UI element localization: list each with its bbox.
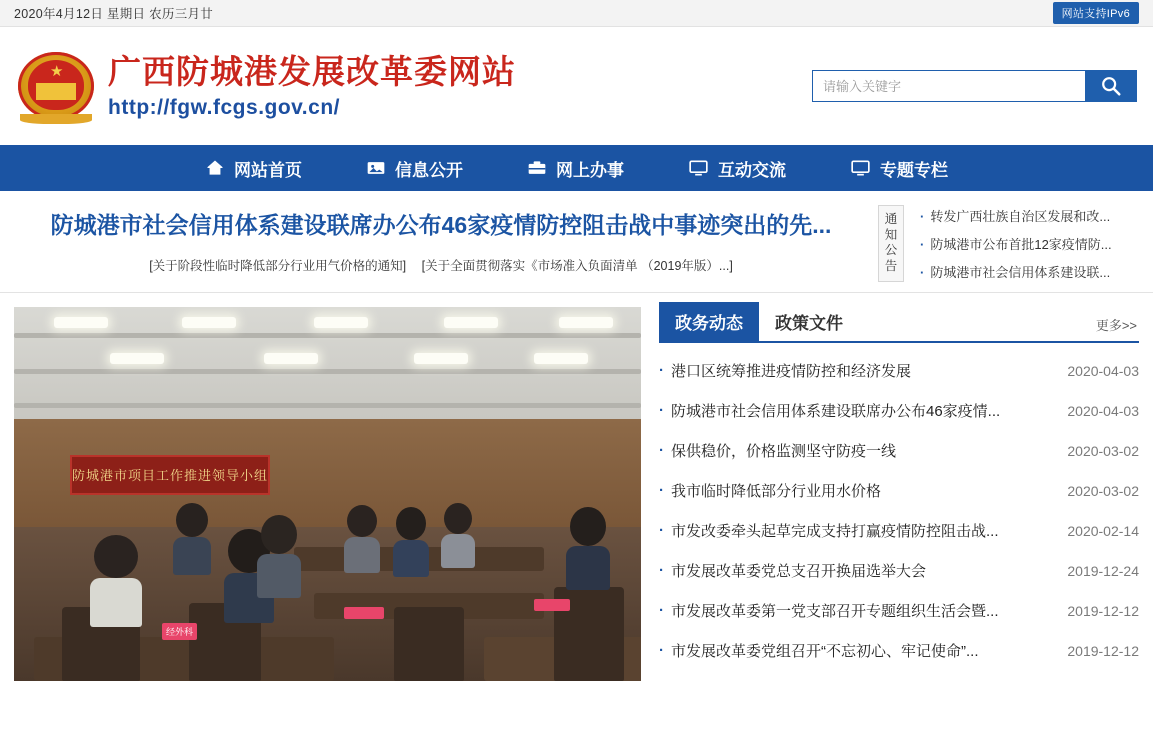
news-title: 市发展改革委第一党支部召开专题组织生活会暨...: [671, 603, 999, 620]
photo-ceiling-light: [534, 353, 588, 364]
news-date: 2020-03-02: [1067, 442, 1139, 459]
photo-person-body: [566, 546, 609, 590]
news-more-link[interactable]: 更多>>: [1095, 317, 1137, 333]
nav-item-label: 专题专栏: [880, 160, 948, 180]
photo-person-body: [344, 537, 380, 573]
photo-person: [261, 515, 297, 591]
news-title: 我市临时降低部分行业用水价格: [671, 483, 882, 500]
current-date-text: 2020年4月12日 星期日 农历三月廿: [14, 7, 214, 21]
news-title: 市发展改革委党组召开“不忘初心、牢记使命”...: [671, 643, 979, 660]
news-title: 防城港市社会信用体系建设联席办公布46家疫情...: [671, 403, 1001, 420]
photo-ceiling-line: [14, 333, 641, 338]
photo-person-head: [261, 515, 297, 555]
home-icon: [205, 158, 225, 178]
news-title: 保供稳价，价格监测坚守防疫一线: [671, 443, 897, 460]
nav-item-label: 互动交流: [718, 160, 786, 180]
nav-item-special-column[interactable]: [818, 145, 980, 191]
photo-ceiling-light: [54, 317, 108, 328]
photo-person-head: [570, 507, 606, 547]
list-item[interactable]: [659, 431, 1139, 471]
list-item[interactable]: [659, 591, 1139, 631]
photo-ceiling-light: [264, 353, 318, 364]
main-navigation: [0, 145, 1153, 191]
headline-band: [0, 191, 1153, 293]
photo-name-tag: 经外科: [162, 623, 197, 640]
bullet-icon: ·: [659, 442, 664, 459]
briefcase-icon: [527, 158, 547, 178]
news-title: 港口区统筹推进疫情防控和经济发展: [671, 363, 912, 380]
window-icon: [850, 158, 871, 178]
news-panel: [659, 307, 1139, 681]
photo-person-head: [176, 503, 208, 537]
photo-person-body: [257, 554, 300, 598]
nav-item-online-service[interactable]: [495, 145, 656, 191]
bullet-icon: ·: [659, 362, 664, 379]
photo-person-body: [90, 578, 143, 627]
photo-person-head: [94, 535, 138, 579]
nav-item-interaction[interactable]: [656, 145, 818, 191]
photo-name-tag: [534, 599, 570, 611]
photo-person: [176, 503, 208, 569]
list-item[interactable]: [659, 391, 1139, 431]
news-date: 2020-02-14: [1067, 522, 1139, 539]
photo-chair: [394, 607, 464, 681]
list-item[interactable]: · 防城港市社会信用体系建设联...: [920, 262, 1139, 281]
list-item[interactable]: [659, 471, 1139, 511]
national-emblem-icon: [14, 44, 98, 128]
news-tabs: [659, 307, 1139, 343]
photo-ceiling-light: [182, 317, 236, 328]
list-item[interactable]: [659, 631, 1139, 671]
news-date: 2019-12-12: [1067, 602, 1139, 619]
photo-ceiling-light: [444, 317, 498, 328]
bullet-icon: ·: [659, 522, 664, 539]
ipv6-support-badge[interactable]: 网站支持IPv6: [1053, 2, 1139, 24]
nav-item-home[interactable]: [173, 145, 334, 191]
nav-item-label: 信息公开: [395, 160, 463, 180]
main-content: [0, 293, 1153, 695]
photo-person-head: [444, 503, 472, 534]
search-box: [812, 70, 1137, 102]
photo-person-head: [347, 505, 377, 537]
site-header: [0, 27, 1153, 145]
bullet-icon: ·: [659, 562, 664, 579]
news-title: 市发展改革委党总支召开换届选举大会: [671, 563, 927, 580]
nav-item-label: 网上办事: [556, 160, 624, 180]
photo-ceiling-light: [314, 317, 368, 328]
site-url[interactable]: http://fgw.fcgs.gov.cn/: [108, 95, 340, 119]
search-button[interactable]: [1085, 70, 1137, 102]
photo-person-head: [396, 507, 426, 540]
photo-name-tag: [344, 607, 384, 619]
photo-person: [396, 507, 426, 571]
headline-sub-link[interactable]: [关于阶段性临时降低部分行业用气价格的通知]: [149, 258, 407, 273]
news-date: 2020-04-03: [1067, 362, 1139, 379]
photo-ceiling-light: [110, 353, 164, 364]
photo-ceiling-line: [14, 403, 641, 408]
bullet-icon: ·: [659, 642, 664, 659]
photo-person: [444, 503, 472, 563]
headline-sub-link[interactable]: [关于全面贯彻落实《市场准入负面清单 （2019年版）...]: [421, 258, 733, 273]
monitor-icon: [688, 158, 709, 178]
photo-person: [94, 535, 138, 619]
photo-person: [570, 507, 606, 583]
photo-ceiling-light: [414, 353, 468, 364]
photo-person: [347, 505, 377, 567]
top-info-bar: [0, 0, 1153, 27]
notice-list: [914, 205, 1139, 282]
list-item[interactable]: [659, 351, 1139, 391]
list-item[interactable]: [659, 551, 1139, 591]
bullet-icon: ·: [659, 482, 664, 499]
news-date: 2020-04-03: [1067, 402, 1139, 419]
bullet-icon: ·: [659, 402, 664, 419]
tab-policy-documents[interactable]: 政策文件: [775, 313, 843, 333]
news-list: [659, 351, 1139, 671]
nav-item-label: 网站首页: [234, 160, 302, 180]
headline-sub-links: [34, 256, 848, 274]
search-icon: [1100, 75, 1122, 97]
notice-tab-label[interactable]: 通知公告: [878, 205, 904, 282]
bullet-icon: ·: [659, 602, 664, 619]
photo-ceiling-line: [14, 369, 641, 374]
site-title-block: [108, 52, 516, 120]
emblem-star: ★: [50, 63, 64, 80]
search-input[interactable]: [812, 70, 1085, 102]
emblem-ribbon: [20, 114, 92, 124]
photo-banner: 防城港市项目工作推进领导小组: [70, 455, 270, 495]
headline-title[interactable]: 防城港市社会信用体系建设联席办公布46家疫情防控阻击战中事迹突出的先...: [50, 212, 832, 238]
photo-person-body: [393, 540, 429, 577]
news-date: 2020-03-02: [1067, 482, 1139, 499]
list-item[interactable]: [659, 511, 1139, 551]
tab-government-news[interactable]: 政务动态: [659, 302, 759, 341]
news-date: 2019-12-12: [1067, 642, 1139, 659]
list-item[interactable]: · 转发广西壮族自治区发展和改...: [920, 206, 1139, 225]
emblem-gate: [36, 80, 76, 100]
site-title: 广西防城港发展改革委网站: [108, 52, 516, 92]
news-date: 2019-12-24: [1067, 562, 1139, 579]
headline-left: [14, 205, 868, 282]
news-title: 市发改委牵头起草完成支持打赢疫情防控阻击战...: [671, 523, 999, 540]
list-item[interactable]: · 防城港市公布首批12家疫情防...: [920, 234, 1139, 253]
image-icon: [366, 158, 386, 178]
photo-person-body: [173, 537, 211, 575]
featured-photo[interactable]: [14, 307, 641, 681]
nav-item-info-disclosure[interactable]: [334, 145, 495, 191]
photo-ceiling-light: [559, 317, 613, 328]
photo-person-body: [441, 534, 475, 569]
